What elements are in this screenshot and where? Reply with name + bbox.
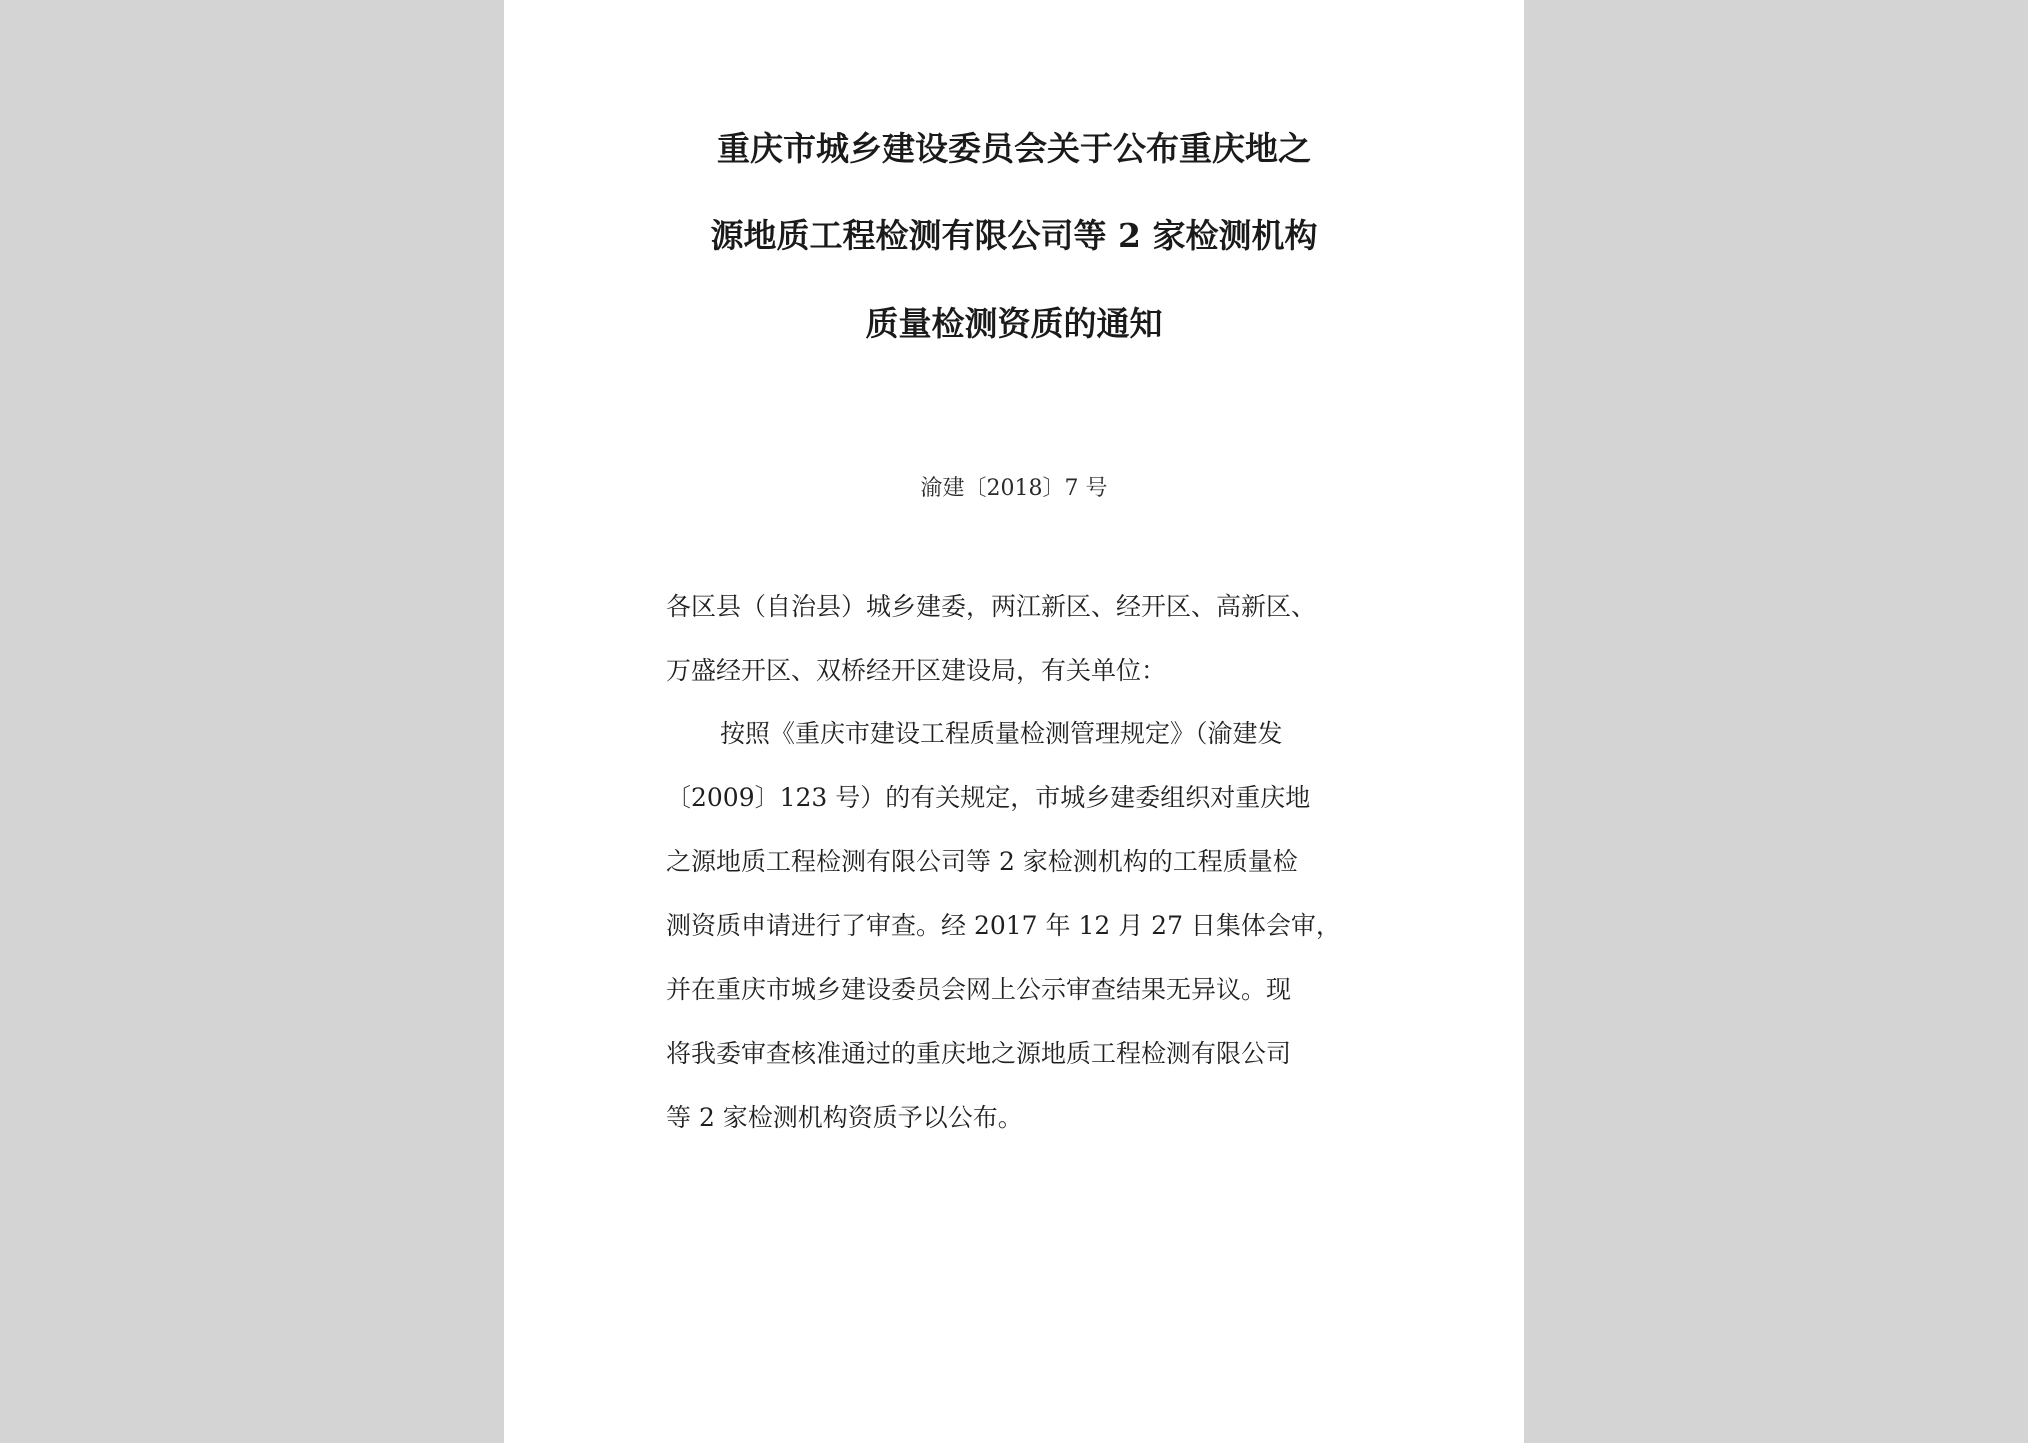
document-page (504, 0, 1524, 1443)
title-line-3: 质量检测资质的通知 (865, 304, 1163, 343)
document-number: 渝建〔2018〕7 号 (920, 476, 1108, 501)
recipient-line-2: 万盛经开区、双桥经开区建设局，有关单位： (666, 656, 1167, 685)
body-line-5: 并在重庆市城乡建设委员会网上公示审查结果无异议。现 (666, 975, 1292, 1004)
title-line-1: 重庆市城乡建设委员会关于公布重庆地之 (717, 129, 1311, 168)
body-line-6: 将我委审查核准通过的重庆地之源地质工程检测有限公司 (666, 1039, 1292, 1068)
recipient-line-1: 各区县（自治县）城乡建委，两江新区、经开区、高新区、 (666, 592, 1317, 621)
body-line-7: 等 2 家检测机构资质予以公布。 (666, 1103, 1023, 1132)
body-line-1: 按照《重庆市建设工程质量检测管理规定》（渝建发 (720, 719, 1283, 748)
title-line-2: 源地质工程检测有限公司等 2 家检测机构 (710, 216, 1318, 255)
body-line-4: 测资质申请进行了审查。经 2017 年 12 月 27 日集体会审， (666, 911, 1341, 940)
body-line-2: 〔2009〕123 号）的有关规定，市城乡建委组织对重庆地 (666, 783, 1311, 812)
body-line-3: 之源地质工程检测有限公司等 2 家检测机构的工程质量检 (666, 847, 1298, 876)
